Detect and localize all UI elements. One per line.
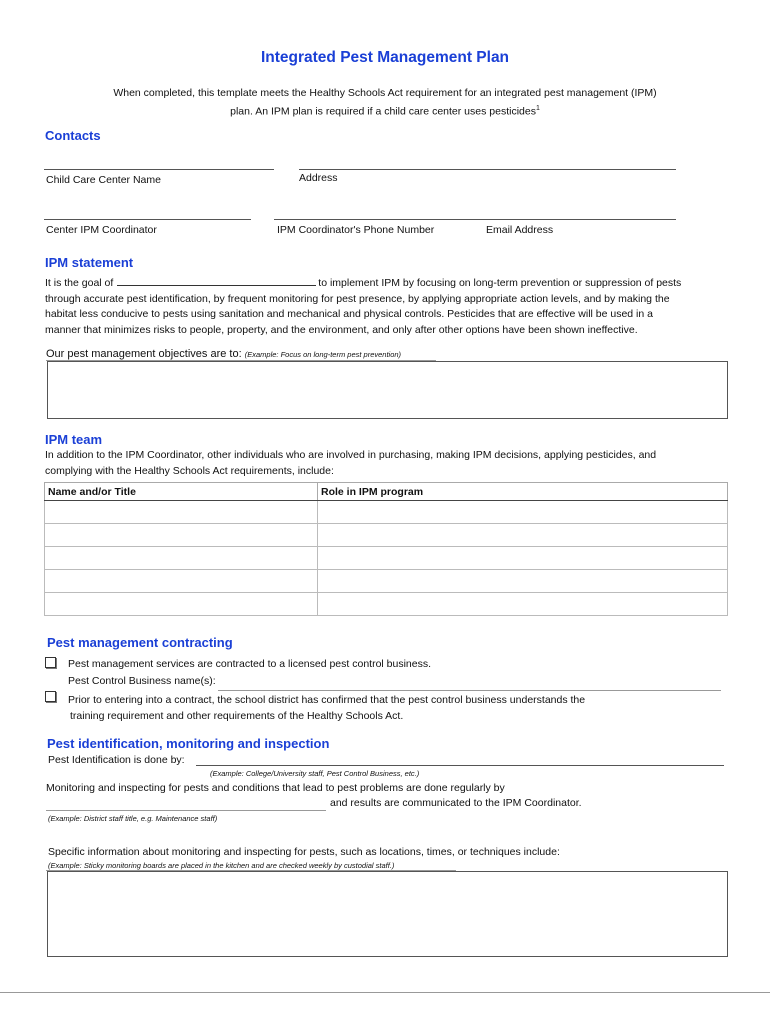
center-name-field[interactable] bbox=[44, 169, 274, 170]
done-by-field[interactable] bbox=[196, 765, 724, 766]
table-cell-name[interactable] bbox=[45, 593, 318, 616]
table-row bbox=[45, 570, 728, 593]
specific-info-textbox[interactable] bbox=[47, 871, 728, 957]
table-cell-name[interactable] bbox=[45, 547, 318, 570]
objectives-textbox[interactable] bbox=[47, 361, 728, 419]
business-names-label: Pest Control Business name(s): bbox=[68, 675, 216, 687]
center-name-label: Child Care Center Name bbox=[46, 174, 161, 186]
specific-info-example: (Example: Sticky monitoring boards are placed in the kitchen and are checked weekly by custodial staff.) bbox=[48, 861, 395, 870]
contracting-heading: Pest management contracting bbox=[47, 635, 233, 650]
intro-text bbox=[60, 86, 710, 120]
goal-prefix: It is the goal of bbox=[45, 277, 114, 289]
ipm-statement-heading: IPM statement bbox=[45, 255, 134, 270]
ipm-team-heading: IPM team bbox=[45, 432, 103, 447]
coordinator-field[interactable] bbox=[44, 219, 251, 220]
goal-blank-field[interactable] bbox=[117, 275, 316, 286]
statement-line-4: manner that minimizes risks to people, property, and the environment, and only after other options have been shown ineffective. bbox=[45, 323, 638, 336]
table-cell-name[interactable] bbox=[45, 570, 318, 593]
table-cell-name[interactable] bbox=[45, 524, 318, 547]
statement-line-3: habitat less conducive to pests using sanitation and mechanical and physical controls. Pesticides that are effective will be used in a bbox=[45, 308, 653, 320]
specific-info-label: Specific information about monitoring and inspecting for pests, such as locations, times, or techniques include: bbox=[48, 846, 560, 858]
table-header-row bbox=[45, 483, 728, 501]
table-cell-role[interactable] bbox=[318, 501, 728, 524]
email-label: Email Address bbox=[486, 224, 554, 236]
address-field[interactable] bbox=[299, 169, 676, 170]
team-line-2: complying with the Healthy Schools Act requirements, include: bbox=[45, 464, 334, 477]
contacts-heading: Contacts bbox=[45, 128, 101, 143]
objectives-label: Our pest management objectives are to: bbox=[46, 348, 242, 360]
table-row bbox=[45, 524, 728, 547]
column-header-name: Name and/or Title bbox=[45, 483, 318, 501]
statement-line-2: through accurate pest identification, by frequent monitoring for pest presence, by applying appropriate action levels, and by making the bbox=[45, 292, 670, 305]
confirmed-checkbox[interactable] bbox=[45, 691, 56, 702]
table-cell-role[interactable] bbox=[318, 570, 728, 593]
contracted-checkbox[interactable] bbox=[45, 657, 56, 668]
confirmed-label-line-2: training requirement and other requirements of the Healthy Schools Act. bbox=[70, 710, 404, 722]
done-by-label: Pest Identification is done by: bbox=[48, 754, 185, 766]
objectives-example: (Example: Focus on long-term pest prevention) bbox=[244, 350, 402, 359]
table-cell-role[interactable] bbox=[318, 524, 728, 547]
monitoring-line-1: Monitoring and inspecting for pests and conditions that lead to pest problems are done regularly by bbox=[46, 782, 505, 794]
monitoring-example: (Example: District staff title, e.g. Maintenance staff) bbox=[48, 814, 218, 823]
phone-email-field[interactable] bbox=[274, 219, 676, 220]
phone-label: IPM Coordinator's Phone Number bbox=[277, 224, 435, 236]
objectives-row bbox=[46, 348, 401, 360]
done-by-example: (Example: College/University staff, Pest Control Business, etc.) bbox=[210, 769, 420, 778]
goal-suffix: to implement IPM by focusing on long-term prevention or suppression of pests bbox=[318, 277, 682, 289]
confirmed-label-line-1: Prior to entering into a contract, the school district has confirmed that the pest control business understands the bbox=[68, 694, 586, 706]
team-line-1: In addition to the IPM Coordinator, other individuals who are involved in purchasing, making IPM decisions, applying pesticides, and bbox=[45, 449, 657, 461]
address-label: Address bbox=[299, 172, 338, 184]
ipm-team-text bbox=[45, 448, 735, 479]
coordinator-label: Center IPM Coordinator bbox=[46, 224, 157, 236]
identification-heading: Pest identification, monitoring and inspection bbox=[47, 736, 330, 751]
table-row bbox=[45, 547, 728, 570]
contracted-label: Pest management services are contracted to a licensed pest control business. bbox=[68, 658, 432, 670]
ipm-statement-text bbox=[45, 275, 735, 338]
monitoring-line-2: and results are communicated to the IPM Coordinator. bbox=[330, 797, 582, 809]
table-cell-role[interactable] bbox=[318, 547, 728, 570]
footnote-mark: 1 bbox=[535, 105, 540, 112]
intro-line-2: plan. An IPM plan is required if a child care center uses pesticides bbox=[230, 105, 536, 118]
table-row bbox=[45, 501, 728, 524]
table-row bbox=[45, 593, 728, 616]
monitoring-by-field[interactable] bbox=[46, 810, 326, 811]
page-title: Integrated Pest Management Plan bbox=[260, 49, 510, 66]
column-header-role: Role in IPM program bbox=[318, 483, 728, 501]
business-names-field[interactable] bbox=[218, 690, 721, 691]
table-cell-role[interactable] bbox=[318, 593, 728, 616]
intro-line-1: When completed, this template meets the Healthy Schools Act requirement for an integrated pest management (IPM) bbox=[113, 87, 657, 99]
table-cell-name[interactable] bbox=[45, 501, 318, 524]
page-divider bbox=[0, 992, 770, 993]
ipm-team-table bbox=[44, 482, 728, 616]
